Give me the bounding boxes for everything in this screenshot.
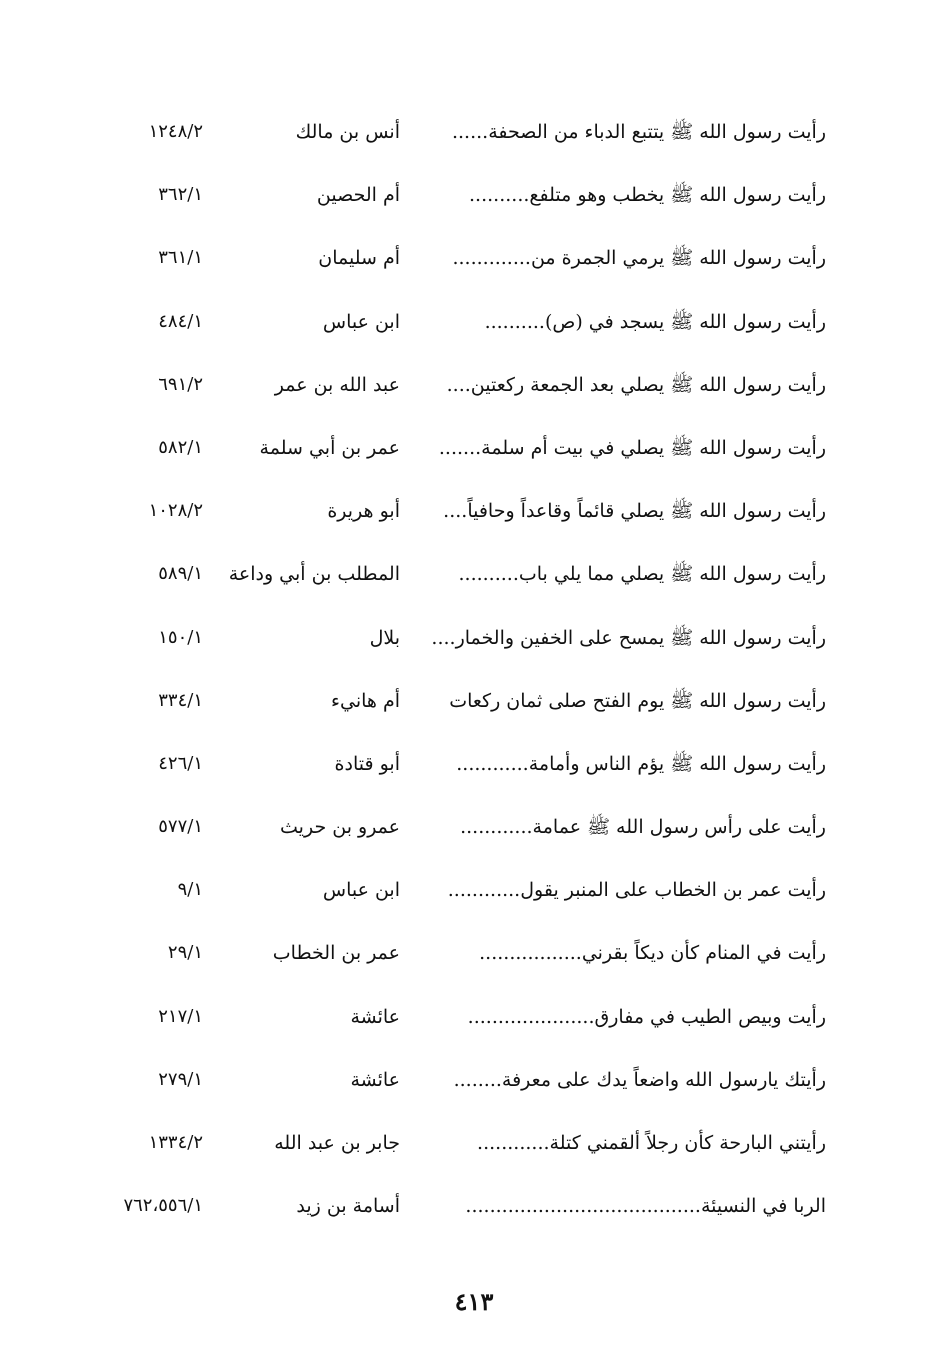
index-entry bbox=[0, 230, 948, 293]
volume-page-ref: ١٣٣٤/٢ bbox=[148, 1132, 203, 1153]
hadith-phrase: رأيت رسول الله ﷺ يصلي قائماً وقاعداً وحافياً.... bbox=[443, 500, 826, 523]
narrator-name: عمرو بن حريث bbox=[280, 816, 400, 839]
hadith-phrase: رأيت عمر بن الخطاب على المنبر يقول............ bbox=[447, 879, 826, 902]
narrator-name: عائشة bbox=[350, 1068, 400, 1091]
hadith-phrase: رأيت في المنام كأن ديكاً بقرني................. bbox=[479, 942, 826, 965]
volume-page-ref: ١٠٢٨/٢ bbox=[148, 500, 203, 522]
hadith-phrase: رأيت على رأس رسول الله ﷺ عمامة............ bbox=[460, 816, 826, 839]
narrator-name: أسامة بن زيد bbox=[296, 1195, 400, 1218]
hadith-phrase: رأيت رسول الله ﷺ يمسح على الخفين والخمار.... bbox=[431, 626, 826, 649]
narrator-name: أنس بن مالك bbox=[295, 121, 400, 143]
hadith-phrase: رأيت رسول الله ﷺ يؤم الناس وأمامة............ bbox=[456, 752, 826, 775]
index-entry bbox=[0, 736, 948, 799]
hadith-phrase: رأيت رسول الله ﷺ يوم الفتح صلى ثمان ركعات bbox=[449, 689, 826, 712]
narrator-name: أم سليمان bbox=[318, 247, 400, 270]
volume-page-ref: ٣٦١/١ bbox=[158, 247, 203, 269]
index-entry bbox=[0, 167, 948, 230]
narrator-name: بلال bbox=[369, 626, 400, 649]
narrator-name: المطلب بن أبي وداعة bbox=[228, 563, 400, 586]
hadith-phrase: رأيت رسول الله ﷺ يصلي مما يلي باب.......... bbox=[458, 563, 826, 586]
index-entry bbox=[0, 546, 948, 609]
narrator-name: ابن عباس bbox=[322, 310, 400, 333]
index-entry bbox=[0, 1115, 948, 1178]
index-entry bbox=[0, 925, 948, 988]
volume-page-ref: ٢٧٩/١ bbox=[158, 1068, 203, 1090]
index-entry bbox=[0, 989, 948, 1052]
narrator-name: عمر بن الخطاب bbox=[272, 942, 400, 965]
hadith-phrase: رأيت رسول الله ﷺ يرمي الجمرة من............. bbox=[452, 247, 826, 270]
index-entry bbox=[0, 294, 948, 357]
volume-page-ref: ٥٨٩/١ bbox=[158, 563, 203, 585]
volume-page-ref: ٣٦٢/١ bbox=[158, 184, 203, 206]
volume-page-ref: ٥٧٧/١ bbox=[158, 816, 203, 838]
hadith-phrase: رأيت رسول الله ﷺ يخطب وهو متلفع.......... bbox=[469, 184, 826, 207]
hadith-phrase: رأيت رسول الله ﷺ يصلي بعد الجمعة ركعتين.... bbox=[446, 373, 826, 396]
hadith-phrase: الربا في النسيئة....................................... bbox=[465, 1195, 826, 1218]
narrator-name: ابن عباس bbox=[322, 879, 400, 902]
volume-page-ref: ٥٨٢/١ bbox=[158, 436, 203, 458]
index-entry bbox=[0, 1052, 948, 1115]
index-entry bbox=[0, 799, 948, 862]
narrator-name: أم الحصين bbox=[316, 184, 400, 207]
index-entry bbox=[0, 483, 948, 546]
volume-page-ref: ٣٣٤/١ bbox=[158, 689, 203, 711]
narrator-name: أبو هريرة bbox=[327, 500, 400, 523]
volume-page-ref: ٢٩/١ bbox=[167, 942, 203, 964]
index-entry bbox=[0, 420, 948, 483]
hadith-index-list bbox=[0, 104, 948, 1241]
volume-page-ref: ٦٩١/٢ bbox=[158, 373, 203, 395]
index-entry bbox=[0, 1178, 948, 1241]
hadith-phrase: رأيت وبيص الطيب في مفارق..................... bbox=[467, 1005, 826, 1028]
narrator-name: أبو قتادة bbox=[334, 752, 400, 775]
index-entry bbox=[0, 862, 948, 925]
narrator-name: جابر بن عبد الله bbox=[274, 1132, 400, 1154]
narrator-name: عبد الله بن عمر bbox=[274, 373, 400, 396]
volume-page-ref: ٤٨٤/١ bbox=[158, 310, 203, 332]
hadith-phrase: رأيتك يارسول الله واضعاً يدك على معرفة........ bbox=[453, 1068, 826, 1091]
hadith-phrase: رأيت رسول الله ﷺ يسجد في (ص).......... bbox=[484, 310, 826, 333]
index-entry bbox=[0, 357, 948, 420]
hadith-phrase: رأيت رسول الله ﷺ يتتبع الدباء من الصحفة...... bbox=[451, 121, 826, 143]
volume-page-ref: ٤٢٦/١ bbox=[158, 752, 203, 774]
volume-page-ref: ٧٦٢،٥٥٦/١ bbox=[123, 1195, 203, 1217]
index-entry bbox=[0, 610, 948, 673]
volume-page-ref: ١٢٤٨/٢ bbox=[148, 121, 203, 142]
index-entry bbox=[0, 104, 948, 167]
volume-page-ref: ٢١٧/١ bbox=[158, 1005, 203, 1027]
narrator-name: عمر بن أبي سلمة bbox=[259, 436, 400, 459]
index-entry bbox=[0, 673, 948, 736]
page-number: ٤١٣ bbox=[454, 1287, 494, 1316]
hadith-phrase: رأيت رسول الله ﷺ يصلي في بيت أم سلمة....... bbox=[438, 436, 826, 459]
hadith-phrase: رأيتني البارحة كأن رجلاً ألقمني كتلة............ bbox=[477, 1132, 826, 1154]
volume-page-ref: ٩/١ bbox=[177, 879, 203, 901]
narrator-name: عائشة bbox=[350, 1005, 400, 1028]
volume-page-ref: ١٥٠/١ bbox=[158, 626, 203, 648]
narrator-name: أم هانيء bbox=[331, 689, 400, 712]
